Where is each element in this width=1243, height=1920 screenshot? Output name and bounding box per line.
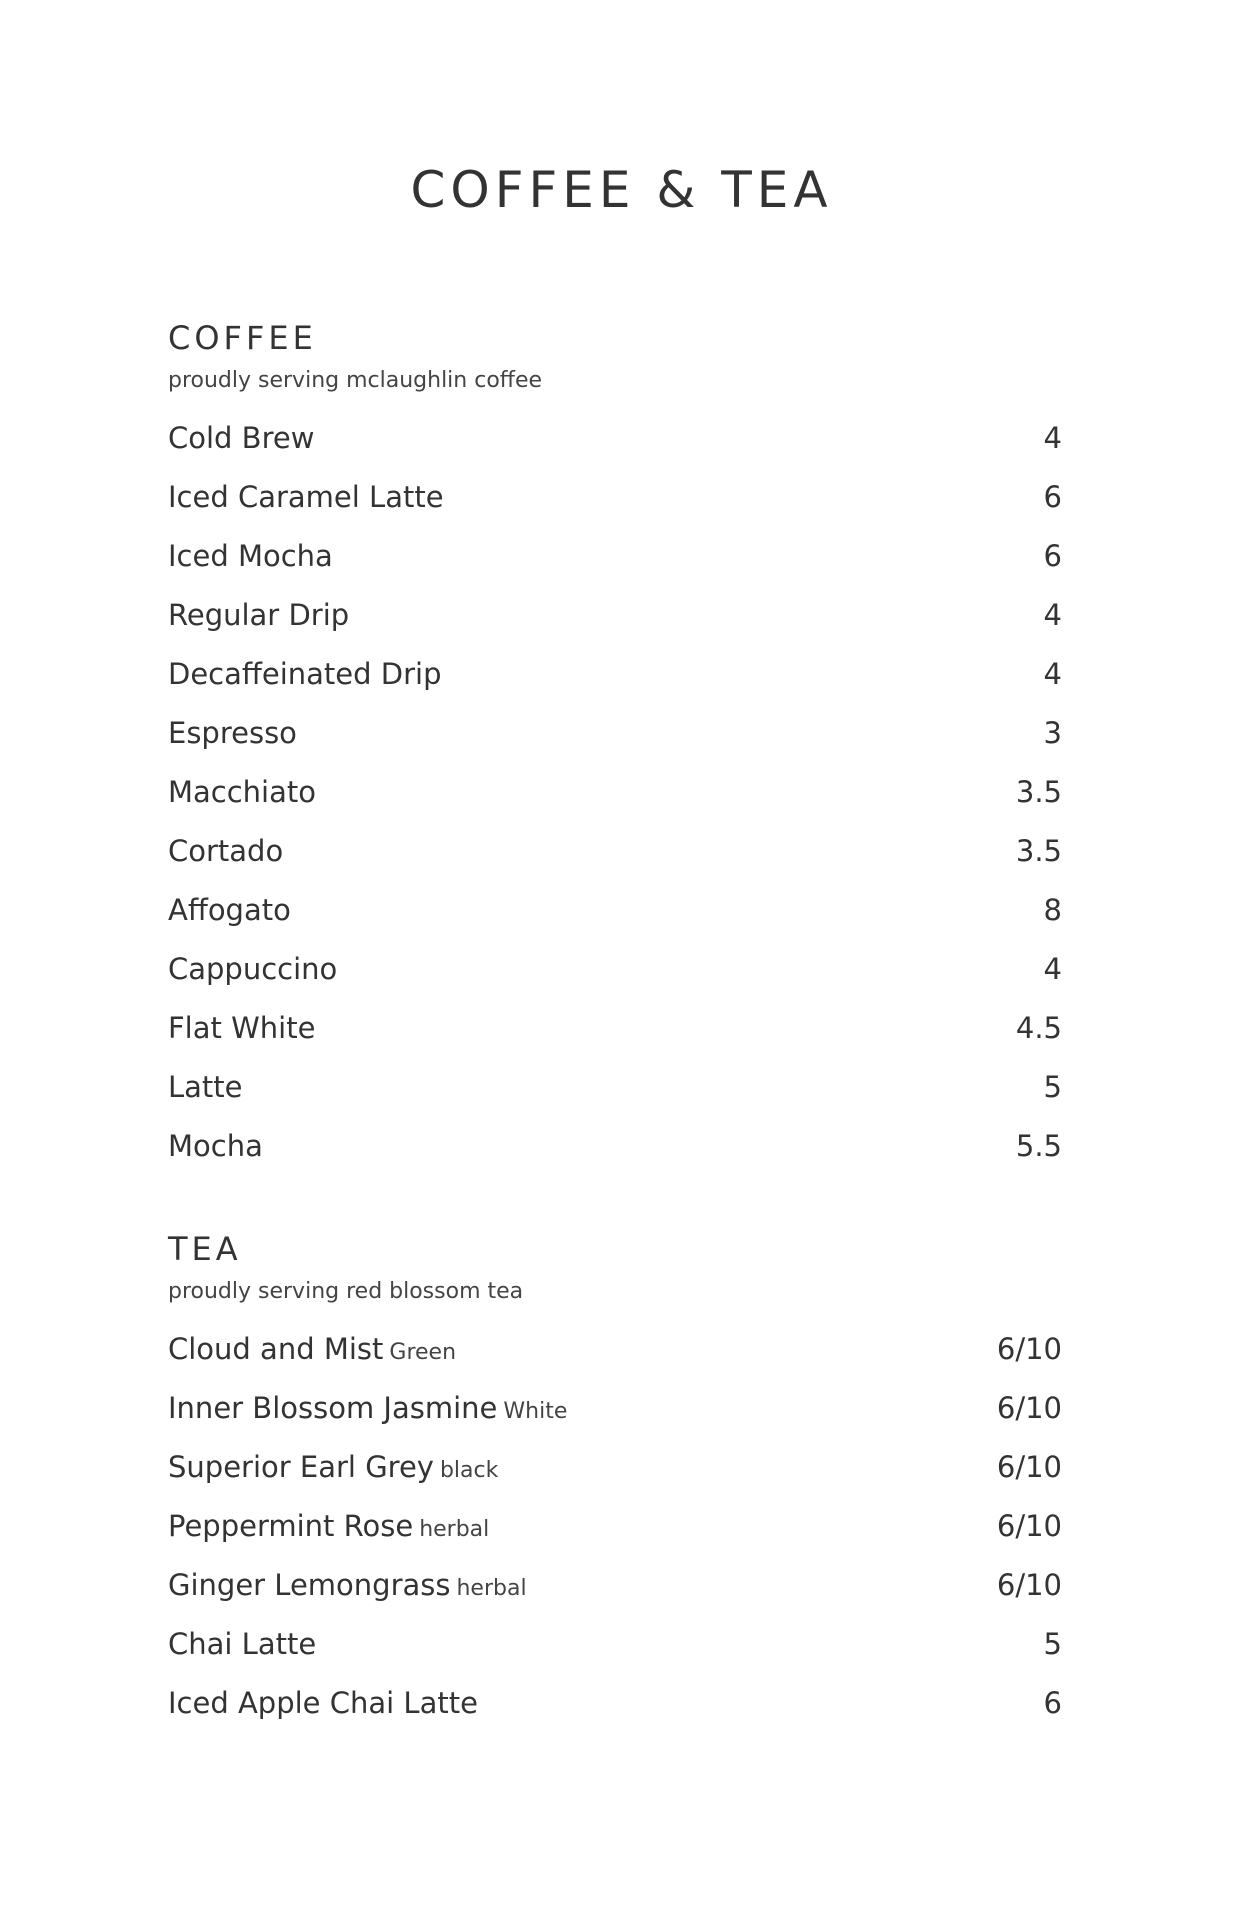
- item-price: 6: [1043, 480, 1062, 514]
- coffee-subtitle: proudly serving mclaughlin coffee: [168, 368, 543, 393]
- menu-item: [168, 1506, 1062, 1565]
- menu-item: [168, 1329, 1062, 1388]
- menu-item: [168, 949, 1062, 1008]
- item-name: Regular Drip: [168, 598, 350, 632]
- item-price: 3: [1043, 716, 1062, 750]
- item-name: Cold Brew: [168, 421, 315, 455]
- item-name: Flat White: [168, 1011, 316, 1045]
- item-price: 8: [1043, 893, 1062, 927]
- item-price: 4: [1043, 657, 1062, 691]
- item-name: Peppermint Rose: [168, 1509, 414, 1543]
- menu-item: [168, 536, 1062, 595]
- menu-item: [168, 772, 1062, 831]
- page-title: COFFEE & TEA: [410, 161, 833, 219]
- item-type: White: [503, 1399, 568, 1424]
- menu-item: [168, 1683, 1062, 1742]
- item-name: Macchiato: [168, 775, 317, 809]
- menu-item: [168, 890, 1062, 949]
- item-price: 6/10: [996, 1450, 1062, 1484]
- item-type: Green: [389, 1340, 457, 1365]
- coffee-heading: COFFEE: [168, 319, 317, 357]
- tea-section: [168, 1229, 1062, 1742]
- item-name: Iced Apple Chai Latte: [168, 1686, 478, 1720]
- menu-item: [168, 1624, 1062, 1683]
- menu-item: [168, 1067, 1062, 1126]
- menu-item: [168, 1565, 1062, 1624]
- item-price: 6: [1043, 1686, 1062, 1720]
- menu-item: [168, 1008, 1062, 1067]
- item-price: 6/10: [996, 1391, 1062, 1425]
- item-name: Ginger Lemongrass: [168, 1568, 451, 1602]
- item-type: black: [439, 1458, 499, 1483]
- item-price: 6/10: [996, 1509, 1062, 1543]
- coffee-item-list: [168, 418, 1062, 1185]
- item-name: Affogato: [168, 893, 291, 927]
- item-type: herbal: [419, 1517, 490, 1542]
- item-name: Espresso: [168, 716, 297, 750]
- item-price: 5: [1043, 1627, 1062, 1661]
- menu-item: [168, 595, 1062, 654]
- menu-item: [168, 1388, 1062, 1447]
- item-name: Cappuccino: [168, 952, 338, 986]
- menu-item: [168, 654, 1062, 713]
- item-name: Iced Mocha: [168, 539, 333, 573]
- menu-item: [168, 477, 1062, 536]
- item-price: 4.5: [1015, 1011, 1062, 1045]
- menu-item: [168, 418, 1062, 477]
- item-price: 5: [1043, 1070, 1062, 1104]
- item-price: 4: [1043, 952, 1062, 986]
- item-name: Chai Latte: [168, 1627, 317, 1661]
- coffee-section: [168, 318, 1062, 1185]
- item-type: herbal: [456, 1576, 527, 1601]
- item-price: 3.5: [1015, 775, 1062, 809]
- item-price: 4: [1043, 598, 1062, 632]
- tea-item-list: [168, 1329, 1062, 1742]
- item-name: Cortado: [168, 834, 284, 868]
- item-name: Mocha: [168, 1129, 263, 1163]
- item-name: Iced Caramel Latte: [168, 480, 444, 514]
- item-name: Cloud and Mist: [168, 1332, 384, 1366]
- item-price: 3.5: [1015, 834, 1062, 868]
- menu-item: [168, 831, 1062, 890]
- item-name: Inner Blossom Jasmine: [168, 1391, 498, 1425]
- item-name: Latte: [168, 1070, 243, 1104]
- item-name: Superior Earl Grey: [168, 1450, 434, 1484]
- menu-item: [168, 1126, 1062, 1185]
- item-price: 6/10: [996, 1568, 1062, 1602]
- item-price: 6/10: [996, 1332, 1062, 1366]
- tea-heading: TEA: [168, 1230, 242, 1268]
- item-price: 5.5: [1015, 1129, 1062, 1163]
- tea-subtitle: proudly serving red blossom tea: [168, 1279, 524, 1304]
- menu-item: [168, 1447, 1062, 1506]
- menu-item: [168, 713, 1062, 772]
- item-name: Decaffeinated Drip: [168, 657, 442, 691]
- item-price: 6: [1043, 539, 1062, 573]
- item-price: 4: [1043, 421, 1062, 455]
